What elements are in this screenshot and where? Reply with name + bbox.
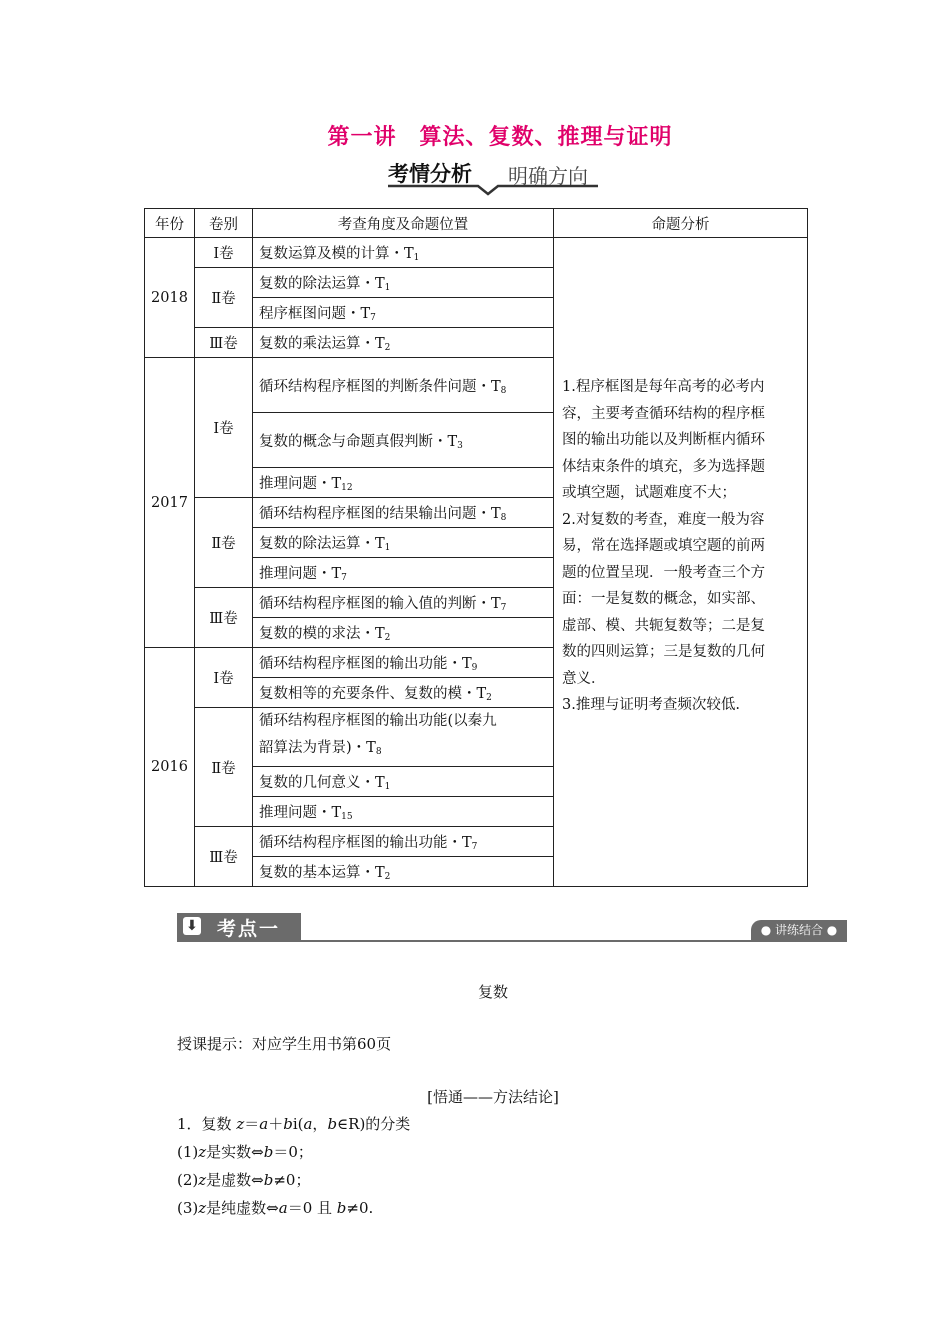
section-divider	[177, 940, 847, 942]
topic-cell: 循环结构程序框图的判断条件问题・$T_8$	[253, 358, 554, 413]
header-topic: 考查角度及命题位置	[253, 209, 554, 238]
topic-cell: 推理问题・$T_7$	[253, 558, 554, 588]
topic-cell: 复数的除法运算・$T_1$	[253, 268, 554, 298]
banner-underline	[388, 156, 608, 200]
year-cell: 2017	[145, 358, 195, 648]
section-banner	[388, 156, 608, 200]
topic-cell: 循环结构程序框图的输出功能(以秦九 韶算法为背景)・$T_8$	[253, 708, 554, 767]
paper-cell: Ⅰ卷	[195, 358, 253, 498]
method-heading: [悟通——方法结论]	[427, 1088, 559, 1106]
section-label-box	[177, 913, 301, 940]
table-header-row	[145, 209, 808, 238]
topic-cell: 程序框图问题・$T_7$	[253, 298, 554, 328]
item-1-1: (1)z是实数⇔b＝0；	[177, 1143, 313, 1161]
section-heading: 复数	[477, 983, 508, 1001]
topic-cell: 复数的概念与命题真假判断・$T_3$	[253, 413, 554, 468]
item-1-2: (2)z是虚数⇔b≠0；	[177, 1171, 311, 1189]
topic-cell: 复数相等的充要条件、复数的模・$T_2$	[253, 678, 554, 708]
topic-cell: 复数的模的求法・$T_2$	[253, 618, 554, 648]
paper-cell: Ⅰ卷	[195, 648, 253, 708]
lesson-hint: 授课提示：对应学生用书第60页	[177, 1035, 392, 1053]
header-year: 年份	[145, 209, 195, 238]
section-label: 考点一	[217, 918, 281, 940]
header-paper: 卷别	[195, 209, 253, 238]
header-analysis: 命题分析	[554, 209, 808, 238]
topic-cell: 循环结构程序框图的输出功能・$T_7$	[253, 827, 554, 857]
year-cell: 2016	[145, 648, 195, 887]
topic-cell: 复数运算及模的计算・$T_1$	[253, 238, 554, 268]
topic-cell: 推理问题・$T_{15}$	[253, 797, 554, 827]
down-arrow-icon: ⬇	[183, 917, 201, 935]
banner-left: 考情分析	[388, 162, 472, 186]
topic-cell: 循环结构程序框图的结果输出问题・$T_8$	[253, 498, 554, 528]
exam-analysis-table	[144, 208, 808, 887]
paper-cell: Ⅲ卷	[195, 588, 253, 648]
page-title: 第一讲 算法、复数、推理与证明	[327, 124, 673, 150]
topic-cell: 复数的除法运算・$T_1$	[253, 528, 554, 558]
topic-cell: 复数的基本运算・$T_2$	[253, 857, 554, 887]
topic-cell: 循环结构程序框图的输入值的判断・$T_7$	[253, 588, 554, 618]
item-1: 1．复数 z＝a＋bi(a，b∈R)的分类	[177, 1115, 411, 1133]
topic-cell: 循环结构程序框图的输出功能・$T_9$	[253, 648, 554, 678]
topic-cell: 推理问题・$T_{12}$	[253, 468, 554, 498]
analysis-cell: 1.程序框图是每年高考的必考内 容，主要考查循环结构的程序框 图的输出功能以及判断框内循环 体结束条件的填充，多为选择题 或填空题，试题难度不大； 2.对复数的考查，难度一般为容 易，常在选择题或填空题的前两 题的位置呈现．一般考查三个方 面：一是复数的概念，如实部、 虚部、模、共轭复数等；二是复 数的四则运算；三是复数的几何 意义． 3.推理与证明考查频次较低.	[554, 238, 808, 887]
paper-cell: Ⅲ卷	[195, 827, 253, 887]
paper-cell: Ⅰ卷	[195, 238, 253, 268]
section-header-bar	[177, 913, 847, 943]
paper-cell: Ⅱ卷	[195, 268, 253, 328]
banner-right: 明确方向	[508, 164, 588, 188]
topic-cell: 复数的几何意义・$T_1$	[253, 767, 554, 797]
paper-cell: Ⅱ卷	[195, 498, 253, 588]
table-row	[145, 238, 808, 268]
section-tag: ● 讲练结合 ●	[751, 920, 847, 940]
year-cell: 2018	[145, 238, 195, 358]
paper-cell: Ⅱ卷	[195, 708, 253, 827]
item-1-3: (3)z是纯虚数⇔a＝0 且 b≠0.	[177, 1199, 374, 1217]
topic-cell: 复数的乘法运算・$T_2$	[253, 328, 554, 358]
paper-cell: Ⅲ卷	[195, 328, 253, 358]
